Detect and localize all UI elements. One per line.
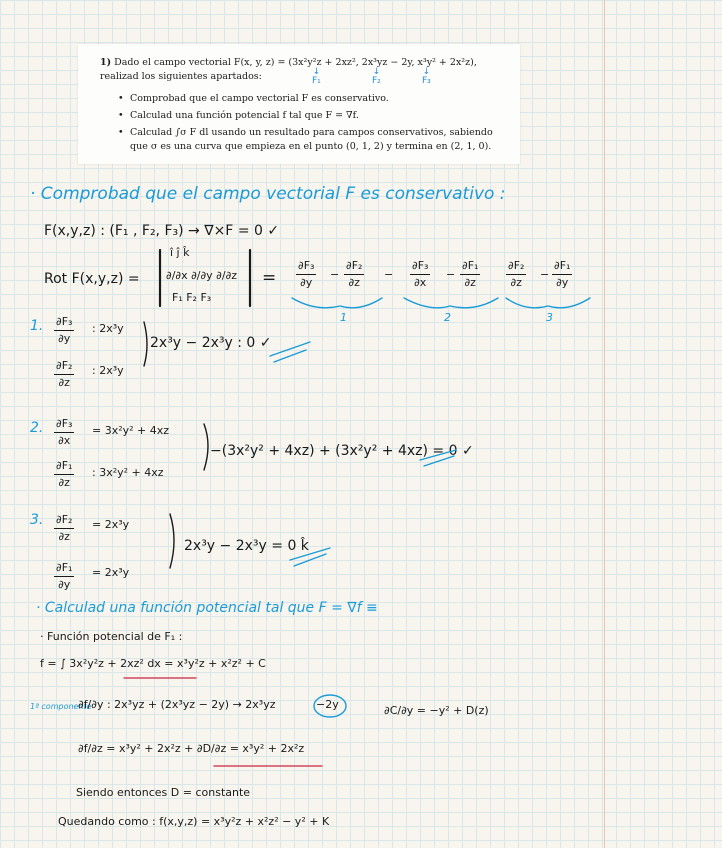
rot-frac-1a: $\frac{\text{∂F₃}}{\partial y}$ [298,259,315,289]
step-1-result: 2x³y − 2x³y : 0 ✓ [150,335,272,351]
underbrace-2 [404,298,498,308]
rot-frac-3a: $\frac{\text{∂F₂}}{\partial z}$ [508,259,525,289]
arrow-f1: ↓ F₁ [312,67,321,86]
subheading-potential-f1: · Función potencial de F₁ : [40,630,183,643]
determinant-row-unit-vectors: î ĵ k̂ [170,246,190,259]
problem-number: 1) [100,57,112,68]
arrow-f2: ↓ F₂ [372,67,381,86]
underbrace-3 [506,298,590,308]
step-2-value-a: = 3x²y² + 4xz [92,424,170,437]
step-3-frac-a: $\frac{\text{∂F₂}}{\partial z}$ [56,513,73,543]
heading-conservative: · Comprobad que el campo vectorial F es conservativo : [30,184,506,204]
rot-sign-2: − [384,268,394,281]
component-label-1: 1 [340,311,347,324]
partial-f-z-line: ∂f/∂z = x³y² + 2x²z + ∂D/∂z = x³y² + 2x²z [78,742,305,755]
step-2-value-b: : 3x²y² + 4xz [92,466,164,479]
step-1-number: 1. [30,318,44,334]
heading-potential: · Calculad una función potencial tal que F = ∇f ≡ [36,600,378,616]
rot-minus: − [330,268,340,281]
first-component-note: 1ª componente [30,702,92,711]
task-item: • Calculad una función potencial f tal que F = ∇f. [118,109,508,123]
rot-label: Rot F(x,y,z) = [44,271,140,287]
step-3-value-b: = 2x³y [92,566,130,579]
underline-0-step2 [420,450,456,466]
brace-step-3 [170,514,174,568]
circled-term: −2y [316,698,339,711]
rot-frac-1b: $\frac{\text{∂F₂}}{\partial z}$ [346,259,363,289]
step-1-value-b: : 2x³y [92,364,124,377]
underline-0-step3 [290,548,330,566]
circle-term [314,695,346,717]
problem-intro-text: Dado el campo vectorial F(x, y, z) = (3x²y²z + 2xz², 2x³yz − 2y, x³y² + 2x²z), realizad los siguientes apartados: [100,57,477,82]
step-3-frac-b: $\frac{\text{∂F₁}}{\partial y}$ [56,561,73,591]
rot-frac-2a: $\frac{\text{∂F₃}}{\partial x}$ [412,259,429,289]
component-label-2: 2 [444,311,451,324]
step-1-frac-a: $\frac{\text{∂F₃}}{\partial y}$ [56,315,73,345]
component-label-3: 3 [546,311,553,324]
step-2-number: 2. [30,420,44,436]
step-2-frac-b: $\frac{\text{∂F₁}}{\partial z}$ [56,459,73,489]
rot-frac-3b: $\frac{\text{∂F₁}}{\partial y}$ [554,259,571,289]
rot-frac-2b: $\frac{\text{∂F₁}}{\partial z}$ [462,259,479,289]
partial-f-y-line: ∂f/∂y : 2x³yz + (2x³yz − 2y) → 2x³yz [78,698,276,711]
step-2-result: −(3x²y² + 4xz) + (3x²y² + 4xz) = 0 ✓ [210,443,474,459]
final-potential: Quedando como : f(x,y,z) = x³y²z + x²z² − y² + K [58,815,330,828]
step-2-frac-a: $\frac{\text{∂F₃}}{\partial x}$ [56,417,73,447]
step-3-result: 2x³y − 2x³y = 0 k̂ [184,538,309,554]
brace-step-2 [204,424,208,470]
rot-minus: − [446,268,456,281]
task-item: • Comprobad que el campo vectorial F es conservativo. [118,92,508,106]
field-components-line: F(x,y,z) : (F₁ , F₂, F₃) → ∇×F = 0 ✓ [44,223,280,239]
step-3-value-a: = 2x³y [92,518,130,531]
underbrace-1 [292,298,382,308]
step-3-number: 3. [30,512,44,528]
step-1-value-a: : 2x³y [92,322,124,335]
underline-0-step1 [270,342,310,362]
potential-integral-line: f = ∫ 3x²y²z + 2xz² dx = x³y²z + x²z² + C [40,657,266,670]
rot-equals: = [262,268,277,288]
constant-statement: Siendo entonces D = constante [76,786,251,799]
determinant-row-components: F₁ F₂ F₃ [172,291,212,304]
rot-minus: − [540,268,550,281]
partial-c-y-line: ∂C/∂y = −y² + D(z) [384,704,489,717]
brace-step-1 [144,322,147,366]
step-1-frac-b: $\frac{\text{∂F₂}}{\partial z}$ [56,359,73,389]
determinant-row-partials: ∂/∂x ∂/∂y ∂/∂z [166,269,238,282]
arrow-f3: ↓ F₃ [422,67,431,86]
task-item: • Calculad ∫σ F dl usando un resultado para campos conservativos, sabiendo que σ es una curva que empieza en el punto (0, 1, 2) y termina en (2, 1, 0). [118,126,508,154]
